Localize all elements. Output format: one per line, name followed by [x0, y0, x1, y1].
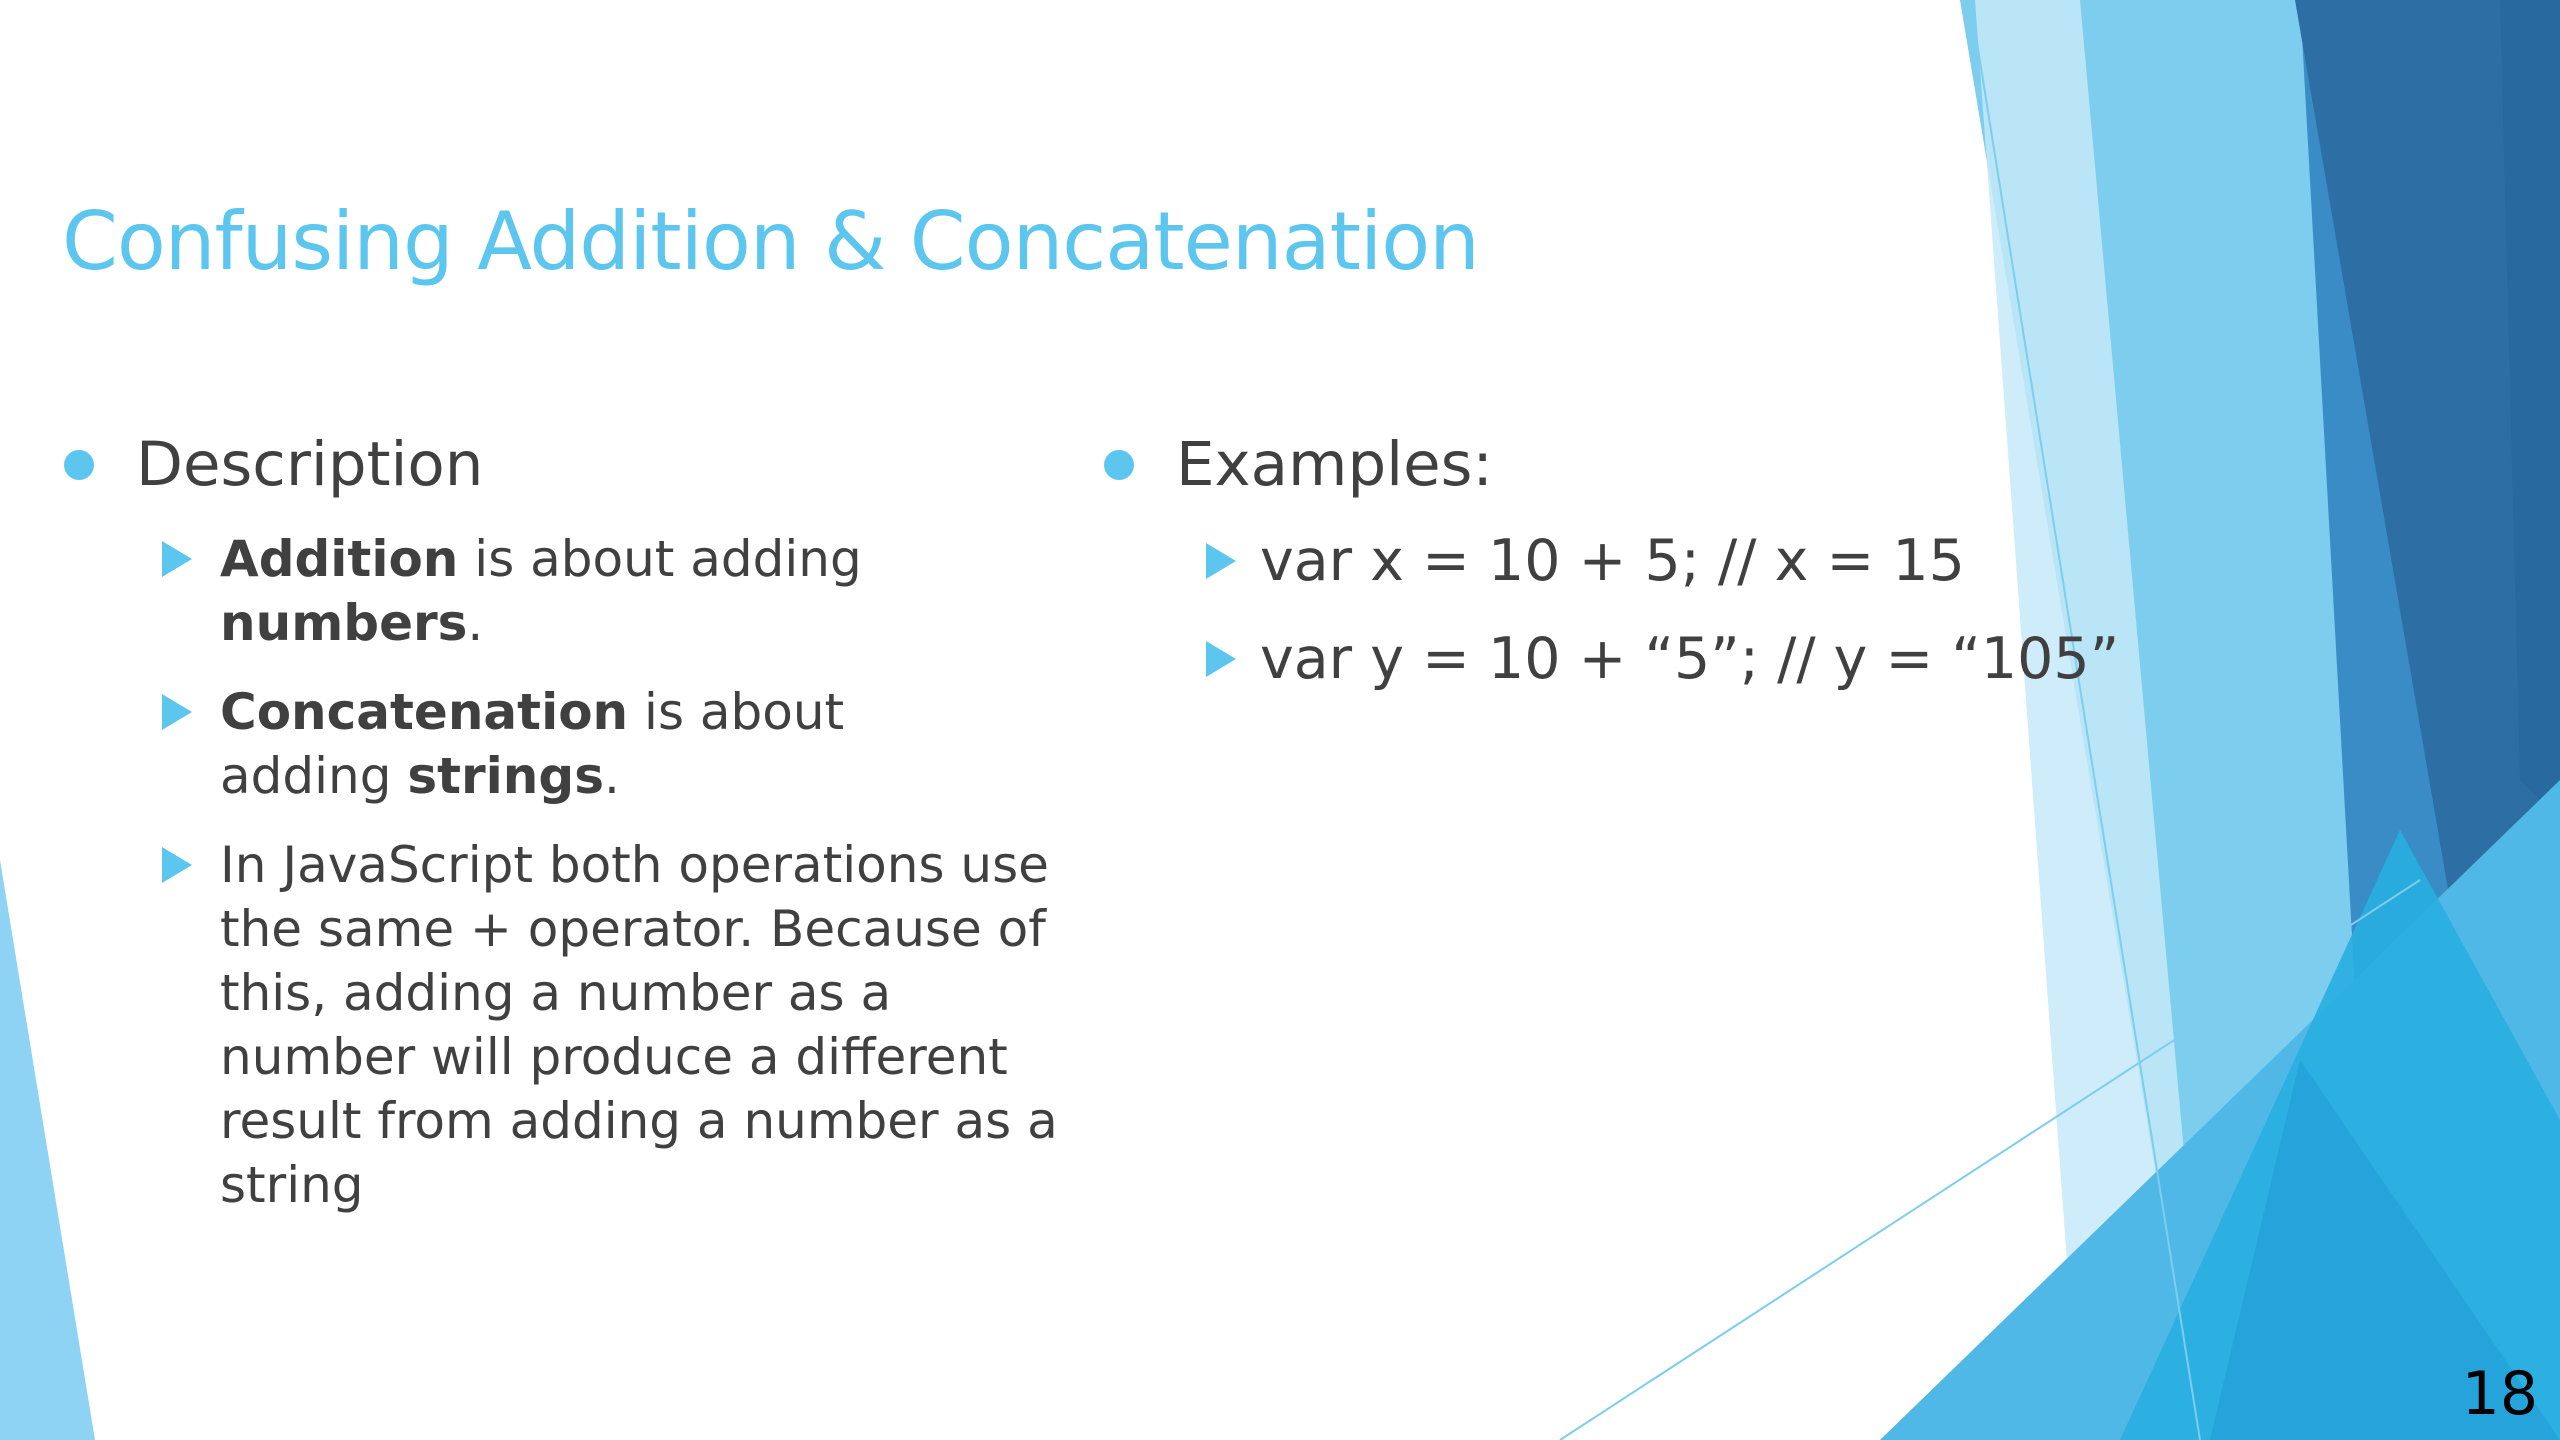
- bullet-arrow-icon: [162, 847, 192, 883]
- slide-title: Confusing Addition & Concatenation: [62, 195, 1479, 288]
- bullet-arrow-icon: [162, 541, 192, 577]
- list-item: Addition is about adding numbers.: [62, 527, 1072, 655]
- description-column: [62, 425, 1072, 1217]
- bullet-arrow-icon: [1206, 543, 1236, 579]
- list-item: Concatenation is about adding strings.: [62, 680, 870, 808]
- list-item: In JavaScript both operations use the same + operator. Because of this, adding a number as a number will produce a different result from adding a number as a string: [62, 833, 1080, 1217]
- list-item: var y = 10 + “5”; // y = “105”: [1102, 619, 2102, 699]
- description-heading: [62, 425, 1072, 505]
- examples-list: [1102, 521, 2120, 699]
- examples-column: [1102, 425, 2120, 699]
- bullet-dot-icon: [64, 450, 94, 480]
- description-list: [62, 527, 1072, 1217]
- description-heading-text: Description: [136, 429, 484, 500]
- examples-heading-text: Examples:: [1176, 429, 1493, 500]
- bullet-arrow-icon: [1206, 641, 1236, 677]
- list-item: var x = 10 + 5; // x = 15: [1102, 521, 2102, 601]
- bullet-arrow-icon: [162, 694, 192, 730]
- bullet-dot-icon: [1104, 450, 1134, 480]
- page-number: 18: [2461, 1359, 2538, 1429]
- examples-heading: [1102, 425, 2102, 505]
